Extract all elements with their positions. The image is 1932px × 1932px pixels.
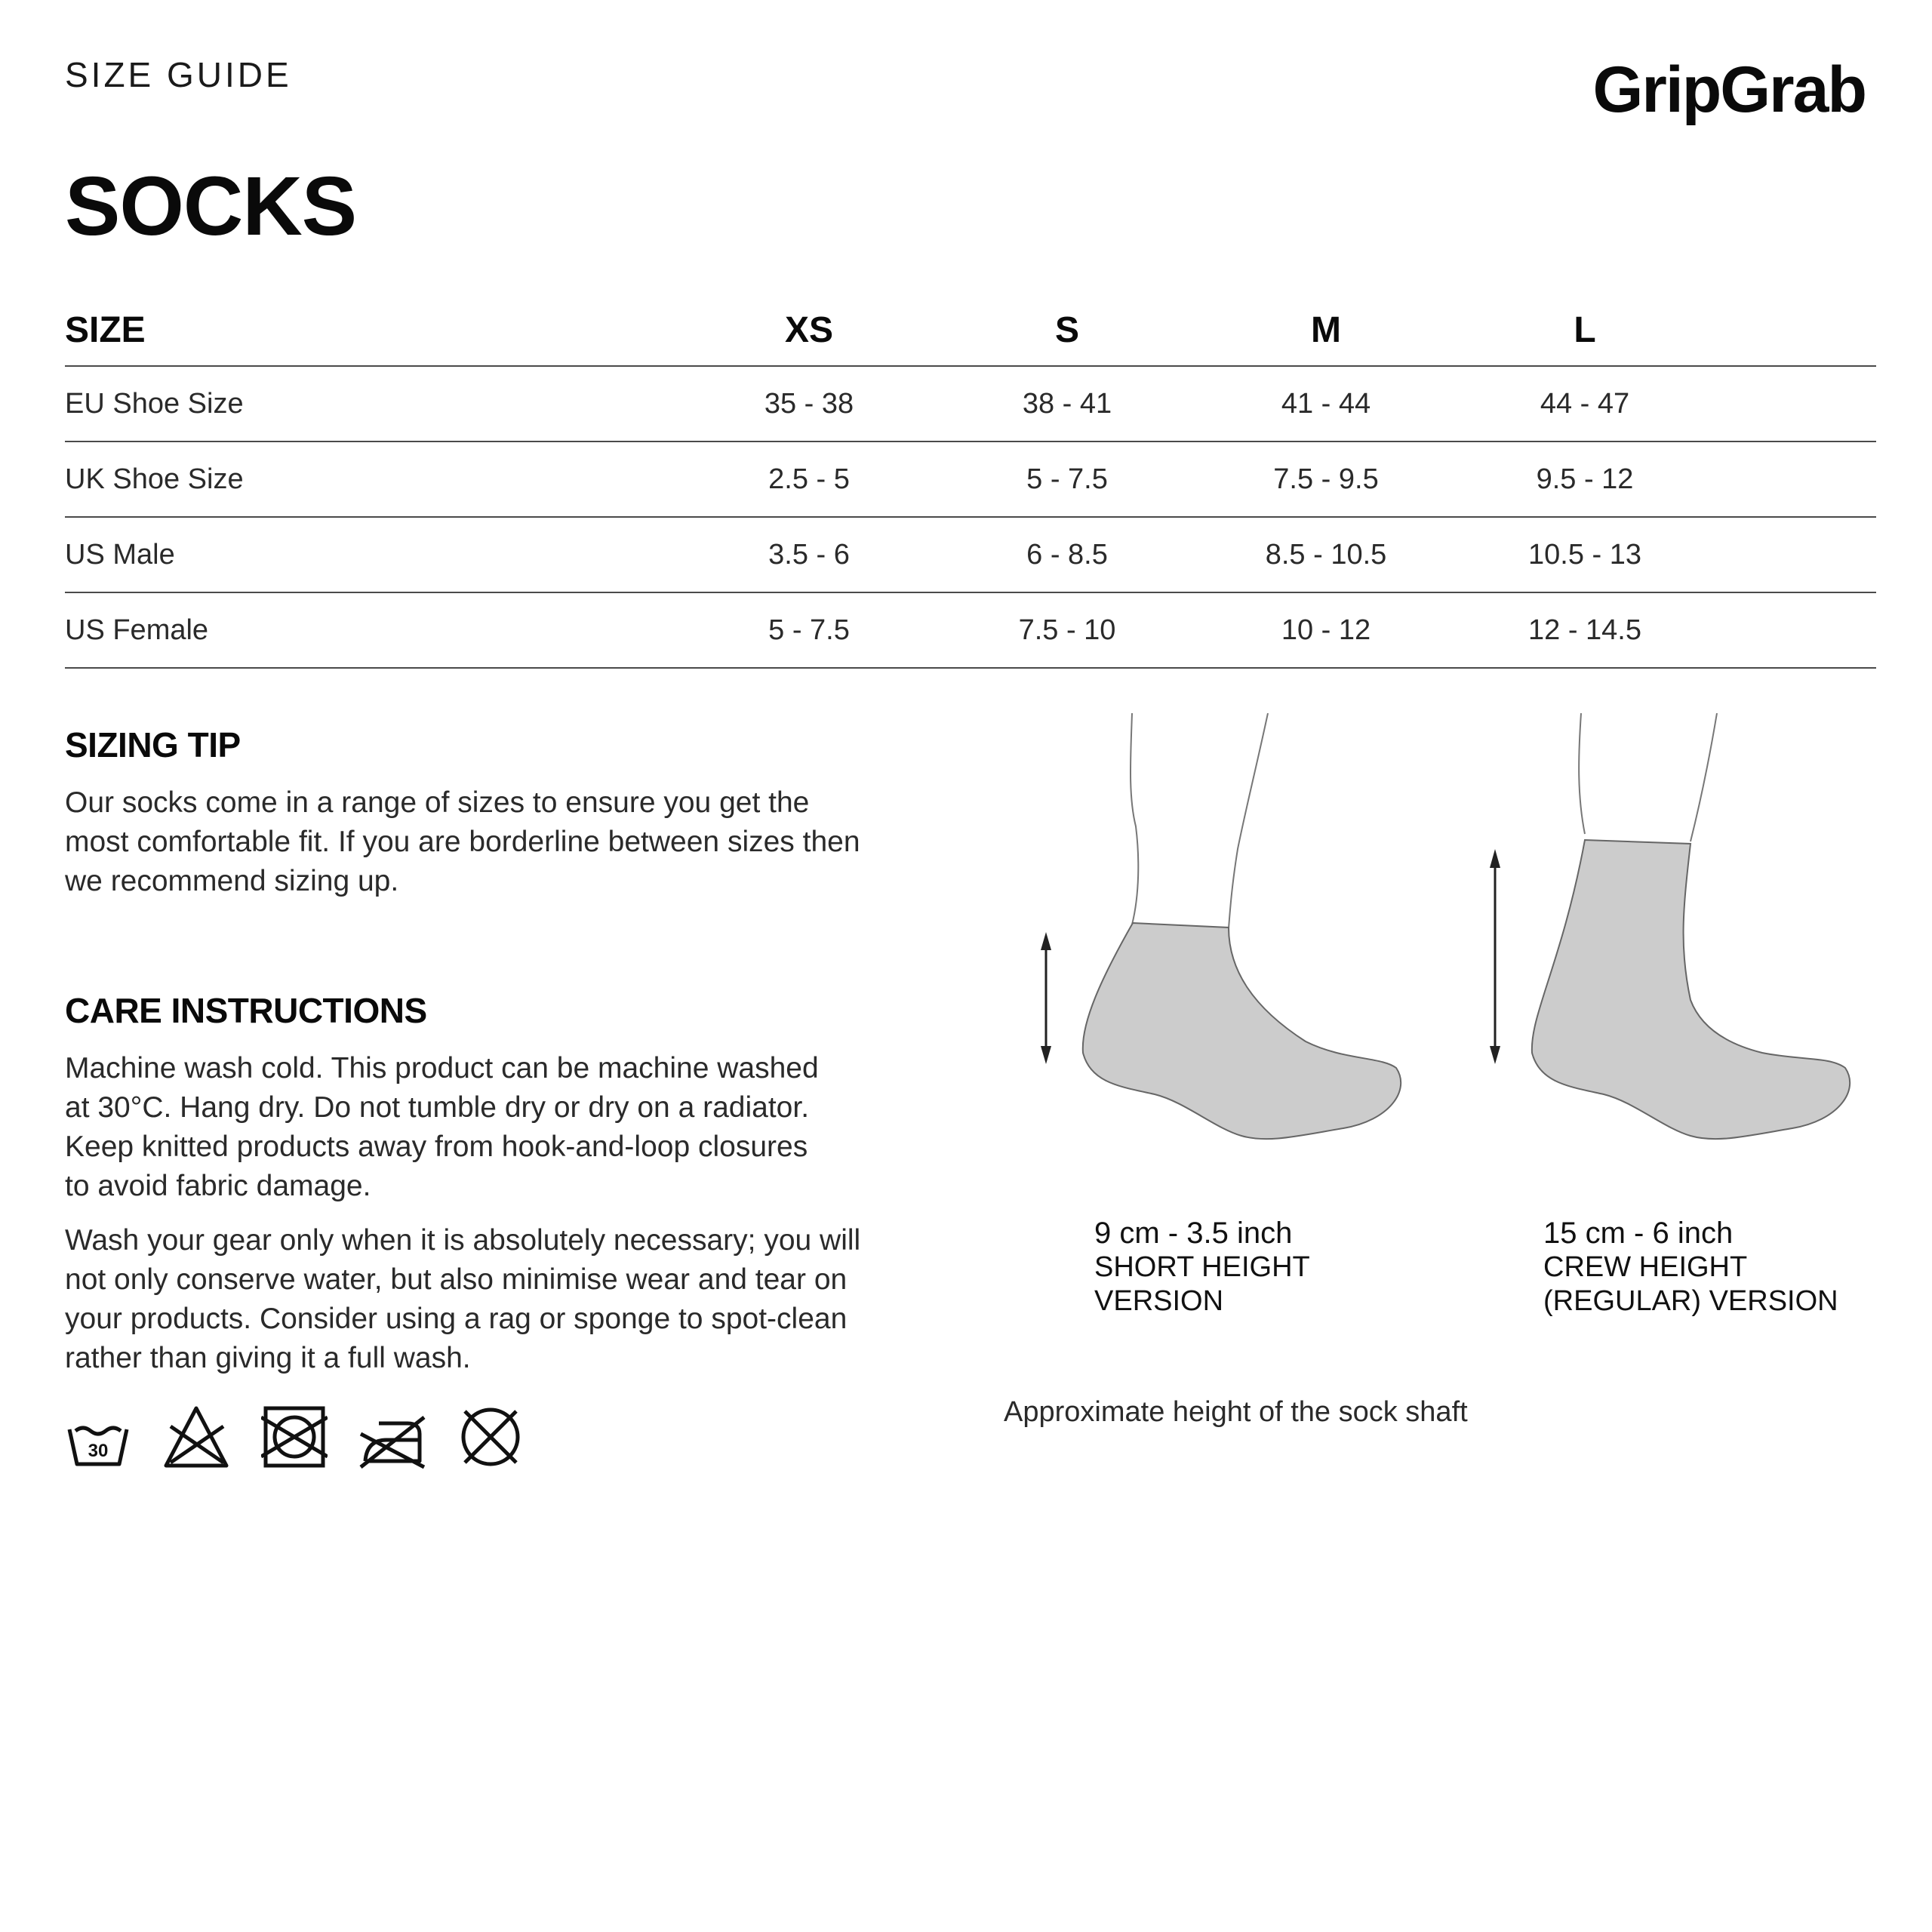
care-text (65, 1049, 948, 1206)
table-row (65, 367, 1876, 442)
column-header-l: L (1574, 309, 1596, 350)
row-label: US Female (65, 614, 209, 646)
column-header-xs: XS (784, 309, 834, 350)
sizing-tip-text (65, 783, 948, 901)
row-label: EU Shoe Size (65, 387, 244, 420)
text-line: Machine wash cold. This product can be machine washed (65, 1052, 819, 1084)
table-cell: 5 - 7.5 (1026, 463, 1108, 495)
table-row (65, 593, 1876, 669)
table-cell: 8.5 - 10.5 (1265, 538, 1387, 571)
text-line: most comfortable fit. If you are borderline between sizes then (65, 826, 860, 858)
care-instructions-heading: CARE INSTRUCTIONS (65, 991, 427, 1030)
info-column (65, 724, 948, 1378)
size-guide-label: SIZE GUIDE (65, 55, 292, 94)
crew-sock-caption (1543, 1217, 1838, 1318)
text-line: rather than giving it a full wash. (65, 1342, 471, 1374)
column-header-s: S (1054, 309, 1079, 350)
short-sock-caption (1094, 1217, 1310, 1318)
table-cell: 10.5 - 13 (1528, 538, 1641, 571)
text-line: to avoid fabric damage. (65, 1170, 371, 1202)
sock-version-label: CREW HEIGHT (1543, 1251, 1748, 1283)
column-header-m: M (1311, 309, 1341, 350)
table-cell: 38 - 41 (1022, 387, 1112, 420)
text-line: at 30°C. Hang dry. Do not tumble dry or dry on a radiator. (65, 1091, 810, 1124)
table-row (65, 442, 1876, 518)
table-cell: 12 - 14.5 (1528, 614, 1641, 646)
sizing-tip-heading: SIZING TIP (65, 725, 241, 764)
text-line: we recommend sizing up. (65, 865, 399, 897)
table-cell: 7.5 - 9.5 (1273, 463, 1379, 495)
row-label: US Male (65, 538, 175, 571)
text-line: Wash your gear only when it is absolutely necessary; you will (65, 1224, 861, 1257)
sock-measurement: 9 cm - 3.5 inch (1094, 1217, 1293, 1250)
table-row (65, 518, 1876, 593)
table-cell: 3.5 - 6 (768, 538, 850, 571)
size-table (65, 294, 1876, 669)
table-header-row (65, 294, 1876, 367)
table-cell: 5 - 7.5 (768, 614, 850, 646)
text-line: Keep knitted products away from hook-and-loop closures (65, 1131, 808, 1163)
sock-measurement: 15 cm - 6 inch (1543, 1217, 1734, 1250)
short-sock-illustration (1026, 713, 1419, 1189)
column-header-size: SIZE (65, 309, 146, 350)
do-not-iron-icon (359, 1404, 426, 1470)
care-icons (65, 1404, 524, 1470)
table-cell: 10 - 12 (1281, 614, 1371, 646)
do-not-tumble-dry-icon (261, 1404, 328, 1470)
text-line: your products. Consider using a rag or sponge to spot-clean (65, 1303, 848, 1335)
brand-logo: GripGrab (1592, 54, 1866, 126)
table-cell: 9.5 - 12 (1536, 463, 1634, 495)
care-text-2 (65, 1221, 948, 1378)
sock-version-label: SHORT HEIGHT (1094, 1251, 1310, 1283)
crew-sock-illustration (1475, 713, 1868, 1189)
text-line: not only conserve water, but also minimise wear and tear on (65, 1263, 848, 1296)
do-not-dry-clean-icon (457, 1404, 524, 1470)
sock-version-label: (REGULAR) VERSION (1543, 1285, 1838, 1317)
row-label: UK Shoe Size (65, 463, 244, 495)
table-cell: 44 - 47 (1540, 387, 1630, 420)
wash-30-icon (65, 1404, 131, 1470)
table-cell: 7.5 - 10 (1018, 614, 1116, 646)
table-cell: 35 - 38 (764, 387, 854, 420)
table-cell: 41 - 44 (1281, 387, 1371, 420)
table-cell: 6 - 8.5 (1026, 538, 1108, 571)
shaft-height-note: Approximate height of the sock shaft (1004, 1396, 1468, 1428)
table-cell: 2.5 - 5 (768, 463, 850, 495)
page-title: SOCKS (65, 160, 357, 253)
sock-version-label: VERSION (1094, 1285, 1224, 1317)
text-line: Our socks come in a range of sizes to ensure you get the (65, 786, 810, 819)
wash-temperature-label: 30 (88, 1441, 109, 1461)
do-not-bleach-icon (163, 1404, 229, 1470)
